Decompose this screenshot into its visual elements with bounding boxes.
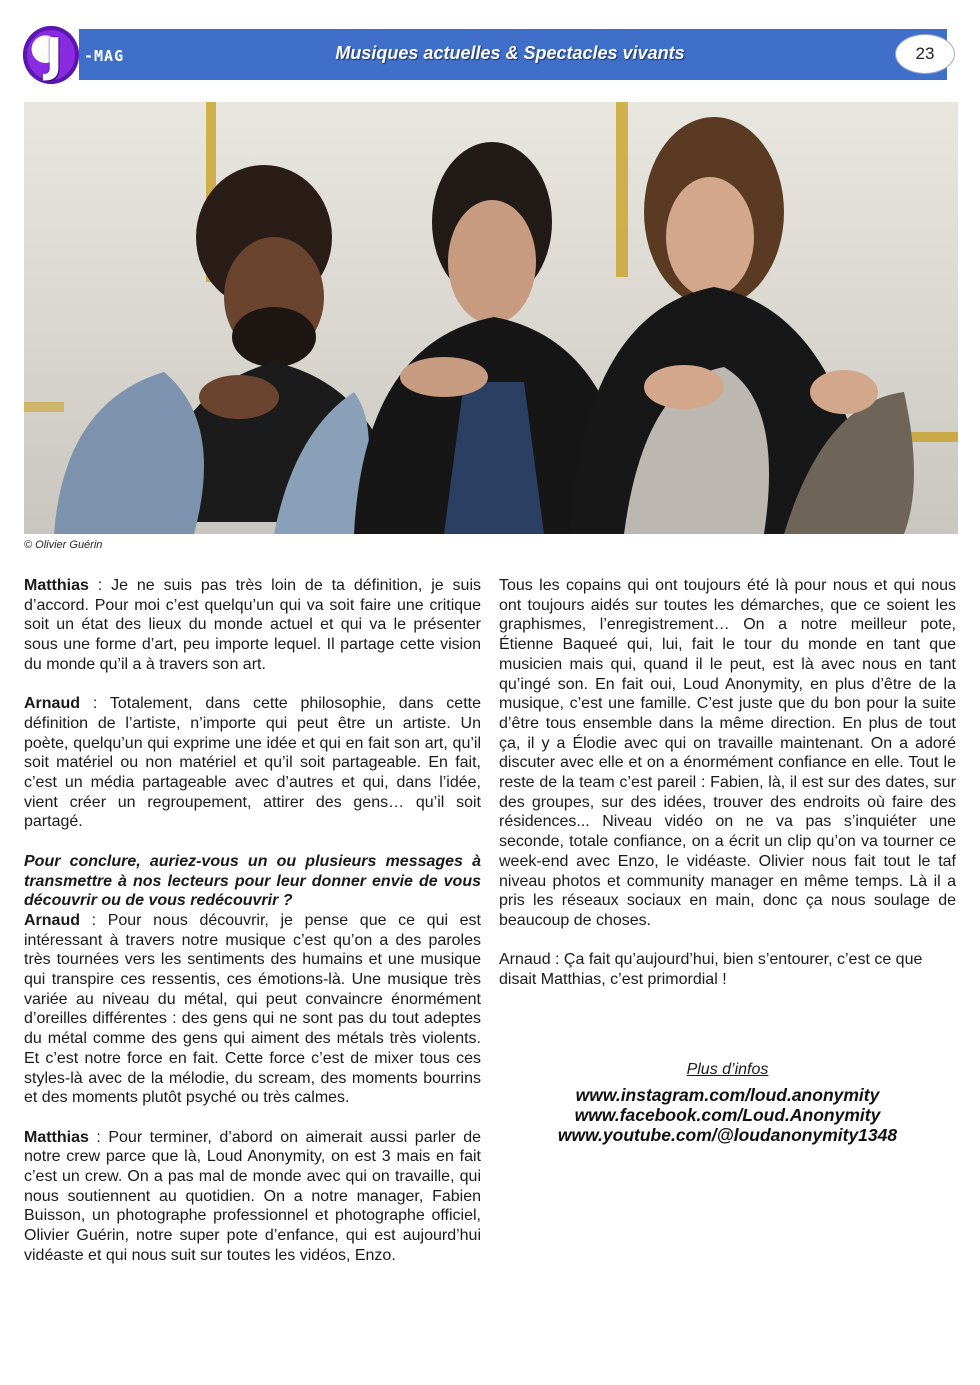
- section-title: Musiques actuelles & Spectacles vivants: [335, 43, 685, 63]
- paragraph-text: Arnaud : Ça fait qu’aujourd’hui, bien s’entourer, c’est ce que disait Matthias, c’est primordial !: [499, 951, 923, 989]
- photo-credit: © Olivier Guérin: [24, 539, 103, 551]
- instagram-link[interactable]: www.instagram.com/loud.anonymity: [575, 1085, 880, 1105]
- paragraph: [24, 911, 481, 1108]
- page-number: 23: [895, 34, 955, 74]
- logo-letter: J: [45, 28, 63, 82]
- left-column: [24, 576, 481, 1285]
- paragraph-text: : Pour terminer, d’abord on aimerait aussi parler de notre crew parce que là, Loud Anonymity, on est 3 mais en fait c’est un crew. On a pas mal de monde avec qui on travaille, qui nous soutiennent au quotidien. On a notre manager, Fabien Buisson, un photographe professionnel et photographe officiel, Olivier Guérin, notre super pote d’enfance, qui est aujourd’hui vidéaste et qui nous suit sur toutes les vidéos, Enzo.: [24, 1128, 481, 1264]
- youtube-link[interactable]: www.youtube.com/@loudanonymity1348: [557, 1125, 898, 1145]
- speaker-name: Matthias: [24, 577, 89, 594]
- more-info-box: [499, 1061, 956, 1145]
- more-info-title: Plus d’infos: [686, 1061, 769, 1078]
- paragraph: [24, 1128, 481, 1266]
- paragraph-text: : Totalement, dans cette philosophie, dans cette définition de l’artiste, n’importe qui peut être un artiste. Un poète, quelqu’un qui exprime une idée et qui en fait son art, qu’il soit matériel ou non matériel et qu’il soit partageable. En fait, c’est un média partageable avec d’autres et qui, dans l’idée, vient créer un regroupement, attirer des gens… qu’il soit partagé.: [24, 695, 481, 831]
- logo-suffix: -MAG: [84, 47, 125, 65]
- facebook-link[interactable]: www.facebook.com/Loud.Anonymity: [574, 1105, 881, 1125]
- paragraph-text: : Pour nous découvrir, je pense que ce qui est intéressant à travers notre musique c’est qu’on a des paroles très tournées vers les sentiments des humains et une musique qui transpire ces ressentis, ces émotions-là. Une musique très variée au niveau du métal, qui peut convaincre énormément d’oreilles différentes : des gens qui ne sont pas du tout adeptes du métal comme des gens qui aiment des métals très violents. Et c’est notre force en fait. Cette force c’est de mixer tous ces styles-là avec de la mélodie, du scream, des moments bourrins et des moments plutôt psyché ou très calmes.: [24, 911, 481, 1107]
- paragraph: [24, 694, 481, 832]
- band-photo-illustration: [24, 102, 958, 534]
- speaker-name: Arnaud: [24, 695, 80, 713]
- paragraph-text: : Je ne suis pas très loin de ta définition, je suis d’accord. Pour moi c’est quelqu’un qui va soit faire une critique soit un état des lieux du monde actuel et qui va le présenter sous une forme d’art, peu importe lequel. Il partage cette vision du monde qu’il a à travers son art.: [24, 577, 481, 673]
- speaker-name: Arnaud: [24, 911, 80, 929]
- right-column: [499, 576, 956, 1009]
- paragraph: [24, 576, 481, 675]
- paragraph-text: Tous les copains qui ont toujours été là pour nous et qui nous ont toujours aidés sur toutes les démarches, que ce soient les graphismes, l’enregistrement… On a notre meilleur pote, Étienne Baqueé qui, lui, fait le tour du monde en tant que musicien mais qui, quand il le peut, est là avec nous en tant qu’ingé son. En fait oui, Loud Anonymity, en plus d’être de la musique, c’est une famille. C’est juste que du bon pour la suite d’être tous ensemble dans la même direction. En plus de tout ça, il y a Élodie avec qui on travaille maintenant. On a adoré discuter avec elle et on a énormément confiance en elle. Tout le reste de la team c’est pareil : Fabien, là, il est sur des dates, sur des groupes, sur des idées, trouver des endroits où faire des résidences... Niveau vidéo on ne va pas s’inquiéter une seconde, totale confiance, on a écrit un clip qu’on va tourner ce week-end avec Enzo, le vidéaste. Olivier nous fait tout le taf niveau photos et community manager en même temps. Là il a pris les réseaux sociaux en main, donc ça nous soulage de beaucoup de choses.: [499, 577, 956, 929]
- band-photo: [24, 102, 958, 534]
- speaker-name: Matthias: [24, 1128, 89, 1146]
- interview-question: Pour conclure, auriez-vous un ou plusieurs messages à transmettre à nos lecteurs pour leur donner envie de vous découvrir ou de vous redécouvrir ?: [24, 852, 481, 910]
